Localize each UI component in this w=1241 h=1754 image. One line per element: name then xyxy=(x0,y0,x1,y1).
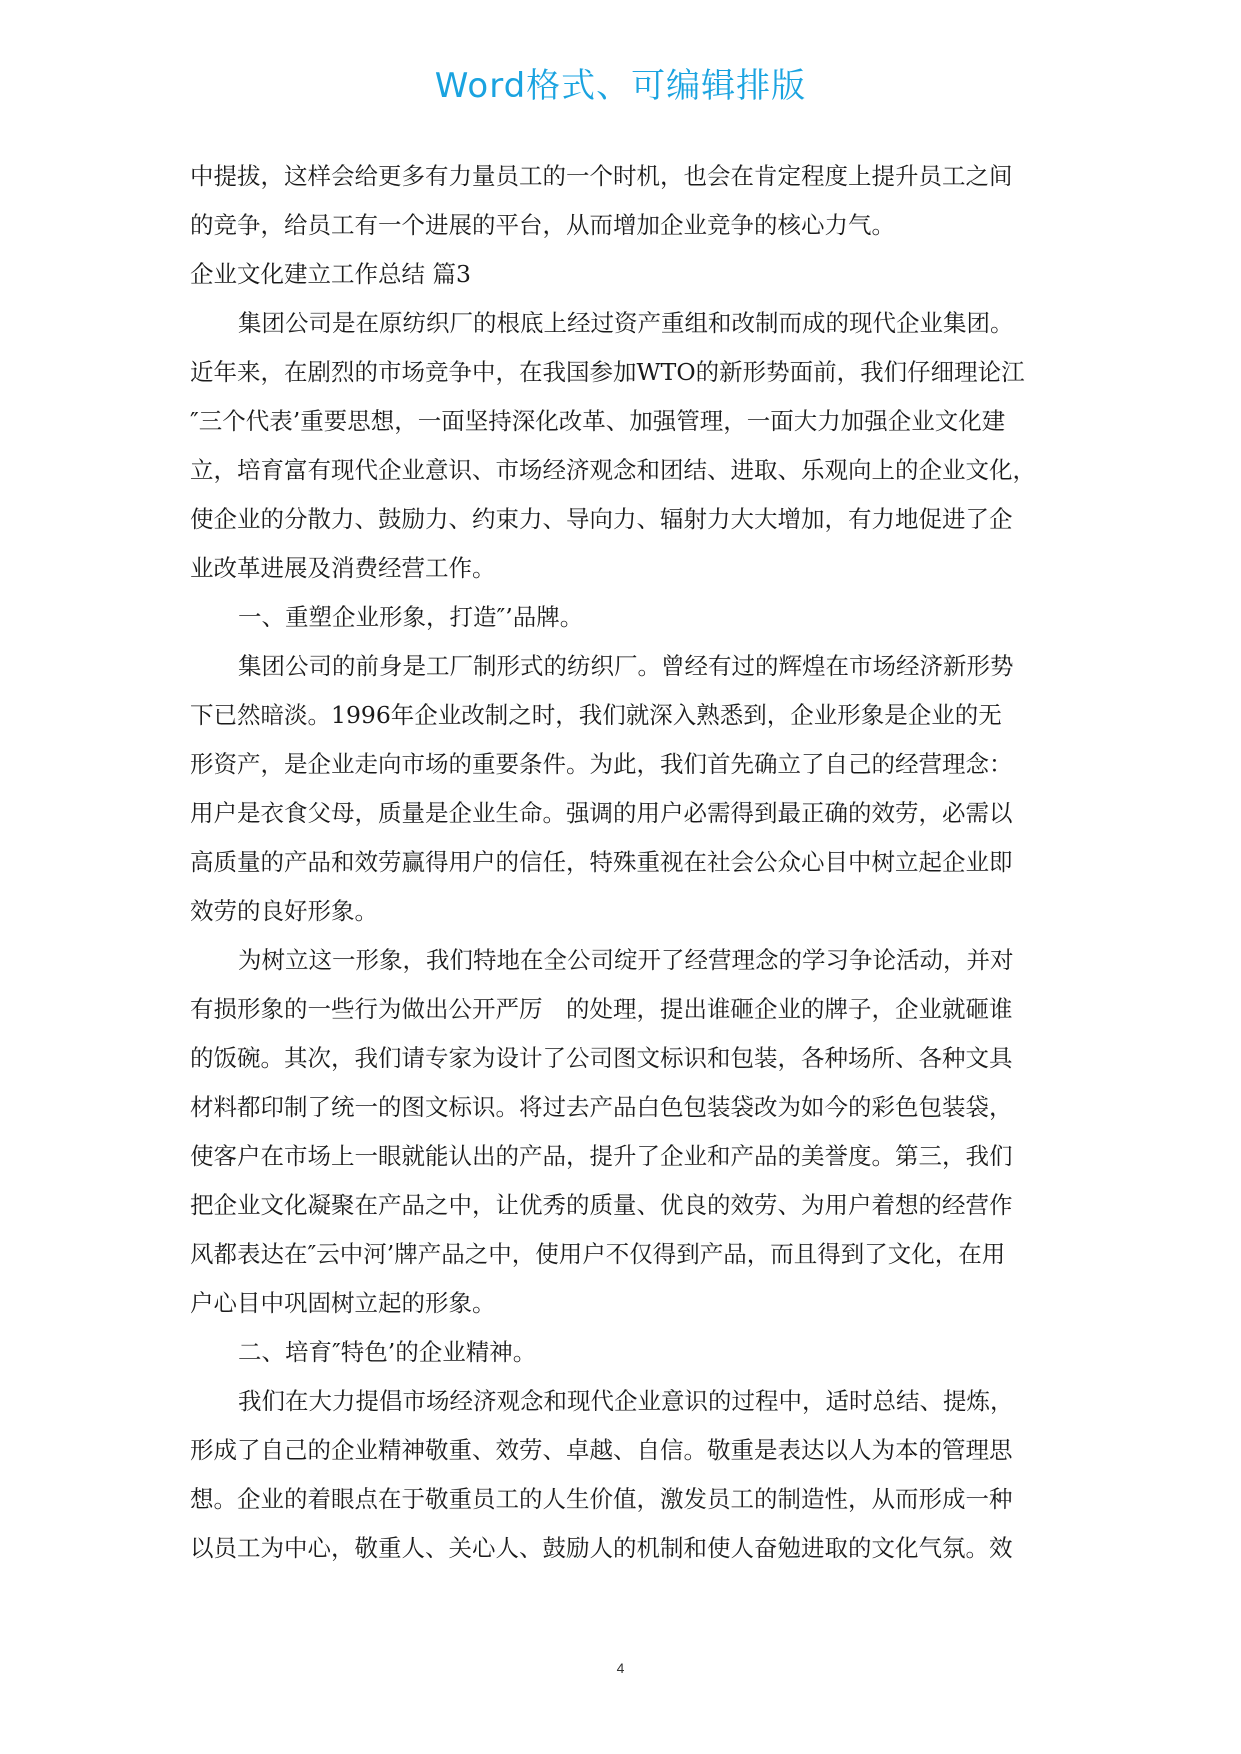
text-line: 使企业的分散力、鼓励力、约束力、导向力、辐射力大大增加，有力地促进了企 xyxy=(190,505,1013,533)
text-line: 下已然暗淡。1996年企业改制之时，我们就深入熟悉到，企业形象是企业的无 xyxy=(190,701,1002,729)
text-line: 用户是衣食父母，质量是企业生命。强调的用户必需得到最正确的效劳，必需以 xyxy=(190,799,1013,827)
text-line: 形资产，是企业走向市场的重要条件。为此，我们首先确立了自己的经营理念： xyxy=(190,750,1013,778)
document-body xyxy=(190,152,1060,1573)
subsection-heading: 二、培育″特色’的企业精神。 xyxy=(238,1338,537,1366)
text-line: 想。企业的着眼点在于敬重员工的人生价值，激发员工的制造性，从而形成一种 xyxy=(190,1485,1013,1513)
page-number: 4 xyxy=(616,1660,625,1676)
text-line: 户心目中巩固树立起的形象。 xyxy=(190,1289,496,1317)
text-line: 集团公司的前身是工厂制形式的纺织厂。曾经有过的辉煌在市场经济新形势 xyxy=(238,652,1014,680)
text-line: 业改革进展及消费经营工作。 xyxy=(190,554,496,582)
text-line: 近年来，在剧烈的市场竞争中，在我国参加WTO的新形势面前，我们仔细理论江 xyxy=(190,358,1025,386)
text-line: 风都表达在″云中河’牌产品之中，使用户不仅得到产品，而且得到了文化，在用 xyxy=(190,1240,1006,1268)
text-line: 材料都印制了统一的图文标识。将过去产品白色包装袋改为如今的彩色包装袋， xyxy=(190,1093,1013,1121)
text-line: 中提拔，这样会给更多有力量员工的一个时机，也会在肯定程度上提升员工之间 xyxy=(190,162,1013,190)
text-line: 有损形象的一些行为做出公开严厉 的处理，提出谁砸企业的牌子，企业就砸谁 xyxy=(190,995,1013,1023)
text-line: 我们在大力提倡市场经济观念和现代企业意识的过程中，适时总结、提炼， xyxy=(238,1387,1014,1415)
text-line: 形成了自己的企业精神敬重、效劳、卓越、自信。敬重是表达以人为本的管理思 xyxy=(190,1436,1013,1464)
document-header-title: Word格式、可编辑排版 xyxy=(434,66,807,106)
text-line: 效劳的良好形象。 xyxy=(190,897,378,925)
section-heading: 企业文化建立工作总结 篇3 xyxy=(190,260,471,288)
text-line: 为树立这一形象，我们特地在全公司绽开了经营理念的学习争论活动，并对 xyxy=(238,946,1014,974)
text-line: 使客户在市场上一眼就能认出的产品，提升了企业和产品的美誉度。第三，我们 xyxy=(190,1142,1013,1170)
text-line: 高质量的产品和效劳赢得用户的信任，特殊重视在社会公众心目中树立起企业即 xyxy=(190,848,1013,876)
text-line: 的饭碗。其次，我们请专家为设计了公司图文标识和包装，各种场所、各种文具 xyxy=(190,1044,1013,1072)
text-line: 的竞争，给员工有一个进展的平台，从而增加企业竞争的核心力气。 xyxy=(190,211,895,239)
text-line: 立，培育富有现代企业意识、市场经济观念和团结、进取、乐观向上的企业文化， xyxy=(190,456,1036,484)
text-line: 集团公司是在原纺织厂的根底上经过资产重组和改制而成的现代企业集团。 xyxy=(238,309,1014,337)
subsection-heading: 一、重塑企业形象，打造″’品牌。 xyxy=(238,603,584,631)
text-line: ″三个代表’重要思想，一面坚持深化改革、加强管理，一面大力加强企业文化建 xyxy=(190,407,1006,435)
text-line: 以员工为中心，敬重人、关心人、鼓励人的机制和使人奋勉进取的文化气氛。效 xyxy=(190,1534,1013,1562)
text-line: 把企业文化凝聚在产品之中，让优秀的质量、优良的效劳、为用户着想的经营作 xyxy=(190,1191,1013,1219)
